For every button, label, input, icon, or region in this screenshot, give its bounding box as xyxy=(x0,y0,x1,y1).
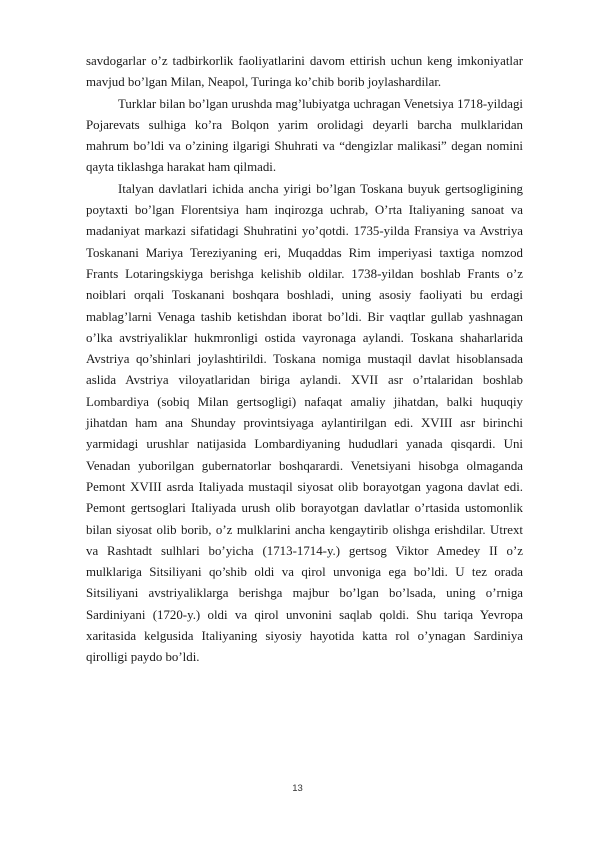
paragraph-continuation: savdogarlar o’z tadbirkorlik faoliyatlarini davom ettirish uchun keng imkoniyatlar mavjud bo’lgan Milan, Neapol, Turinga ko’chib borib joylashardilar. xyxy=(86,54,523,90)
paragraph-toskana: Italyan davlatlari ichida ancha yirigi bo’lgan Toskana buyuk gertsogligining poytaxti bo’lgan Florentsiya ham inqirozga uchrab, O’rta Italiyaning sanoat va madaniyat markazi sifatidagi Shuhratini yo’qotdi. 1735-yilda Fransiya va Avstriya Toskanani Mariya Tereziyaning eri, Muqaddas Rim imperiyasi taxtiga nomzod Frants Lotaringskiyga berishga kelishib oldilar. 1738-yildan boshlab Frants o’z noiblari orqali Toskanani boshqara boshladi, uning asosiy faoliyati bu erdagi mablag’larni Venaga tashib ketishdan iborat bo’ldi. Bir vaqtlar gullab yashnagan o’lka avstriyaliklar hukmronligi ostida vayronaga aylandi. Toskana shaharlarida Avstriya qo’shinlari joylashtirildi. Toskana nomiga mustaqil davlat hisoblansada aslida Avstriya viloyatlaridan biriga aylandi. XVII asr o’rtalaridan boshlab Lombardiya (sobiq Milan gertsogligi) nafaqat amaliy jihatdan, balki huquqiy jihatdan ham ana Shunday provintsiyaga aylantirilgan edi. XVIII asr birinchi yarmidagi urushlar natijasida Lombardiyaning hududlari yanada qisqardi. Uni Venadan yuborilgan gubernatorlar boshqarardi. Venetsiyani hisobga olmaganda Pemont XVIII asrda Italiyada mustaqil siyosat olib borayotgan yagona davlat edi. Pemont gertsoglari Italiyada urush olib borayotgan davlatlar o’rtasida ustomonlik bilan siyosat olib borib, o’z mulklarini ancha kengaytirib olishga erishdilar. Utrext va Rashtadt sulhlari bo’yicha (1713-1714-y.) gertsog Viktor Amedey II o’z mulklariga Sitsiliyani qo’shib oldi va qirol unvoniga ega bo’ldi. U tez orada Sitsiliyani avstriyaliklarga berishga majbur bo’lgan bo’lsada, uning o’rniga Sardiniyani (1720-y.) oldi va qirol unvonini saqlab qoldi. Shu tariqa Yevropa xaritasida kelgusida Italiyaning siyosiy hayotida katta rol o’ynagan Sardiniya qirolligi paydo bo’ldi. xyxy=(86,181,523,665)
paragraph-venetsiya: Turklar bilan bo’lgan urushda mag’lubiyatga uchragan Venetsiya 1718-yildagi Pojarevats sulhiga ko’ra Bolqon yarim orolidagi deyarli barcha mulklaridan mahrum bo’ldi va o’zining ilgarigi Shuhrati va “dengizlar malikasi” degan nomini qayta tiklashga harakat ham qilmadi. xyxy=(86,96,523,175)
page-number: 13 xyxy=(292,783,303,794)
body-text xyxy=(86,51,523,669)
